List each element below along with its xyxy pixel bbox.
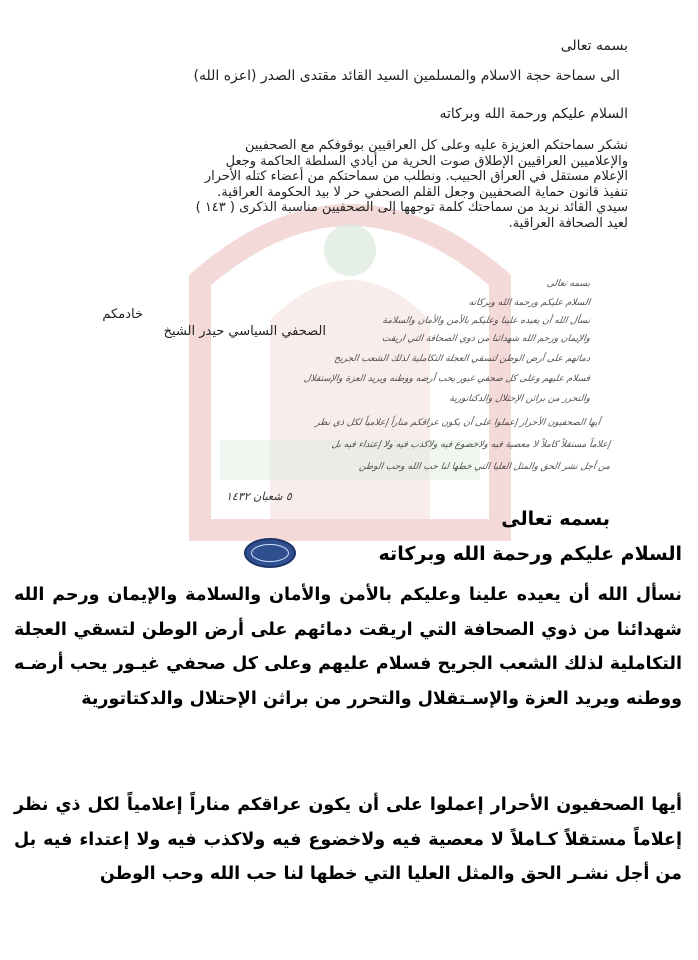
typed-body-line: والإعلاميين العراقيين الإطلاق صوت الحرية من أيادي السلطة الحاكمة وجعل — [225, 153, 628, 169]
hand-line: السلام عليكم ورحمة الله وبركاته — [468, 298, 591, 308]
typed-body-line: نشكر سماحتكم العزيزة عليه وعلى كل العراقيين بوقوفكم مع الصحفيين — [244, 138, 628, 153]
transcription-basmala: بسمه تعالى — [501, 508, 610, 530]
hand-line: والتحرر من براثن الإحتلال والدكتاتورية — [448, 394, 591, 404]
typed-addressee: الى سماحة حجة الاسلام والمسلمين السيد القائد مقتدى الصدر (اعزه الله) — [193, 68, 620, 84]
hand-line: فسلام عليهم وعلى كل صحفي غيور يحب أرضه ووطنه ويريد العزة والإستقلال — [303, 374, 591, 384]
transcription-greeting: السلام عليكم ورحمة الله وبركاته — [378, 543, 682, 565]
hand-line: نسأل الله أن يعيده علينا وعليكم بالأمن والأمان والسلامة — [381, 316, 591, 326]
hand-line: من أجل نشر الحق والمثل العليا التي خطها لنا حب الله وحب الوطن — [358, 462, 611, 472]
typed-body-line: تنفيذ قانون حماية الصحفيين وجعل القلم الصحفي حر لا بيد الحكومة العراقية. — [217, 184, 628, 200]
hand-line: دمائهم على أرض الوطن لتسقي العجلة التكاملية لذلك الشعب الجريح — [333, 354, 591, 364]
hand-line: أيها الصحفيون الأحرار إعملوا على أن يكون عراقكم مناراً إعلامياً لكل ذي نظر — [314, 418, 601, 428]
hand-line: إعلاماً مستقلاً كاملاً لا معصية فيه ولاخضوع فيه ولاكذب فيه ولا إعتداء فيه بل — [330, 440, 611, 450]
transcription-paragraph-1: نسأل الله أن يعيده علينا وعليكم بالأمن والأمان والسلامة والإيمان ورحم الله شهدائنا من ذوي الصحافة التي اريقت دمائهم على أرض الوطن لتسقي العجلة التكاملية لذلك الشعب الجريح فسلام عليهم وعلى كل صحفي غيـور يحب أرضـه ووطنه ويريد العزة والإسـتقلال والتحرر من براثن الإحتلال والدكتاتورية — [14, 585, 682, 709]
typed-basmala: بسمه تعالى — [560, 38, 628, 54]
typed-body-line: سيدي القائد نريد من سماحتك كلمة توجهها إلى الصحفيين مناسبة الذكرى ( ١٤٣ ) — [195, 200, 628, 215]
hand-line: والإيمان ورحم الله شهدائنا من ذوي الصحافة التي اريقت — [381, 334, 591, 344]
typed-body — [28, 138, 628, 231]
typed-greeting: السلام عليكم ورحمة الله وبركاته — [439, 106, 628, 122]
typed-body-line: لعيد الصحافة العراقية. — [508, 215, 628, 231]
hand-basmala: بسمه تعالى — [546, 279, 591, 289]
hand-date: ٥ شعبان ١٤٣٢ — [226, 490, 292, 503]
sign-name: الصحفي السياسي حيدر الشيخ — [163, 324, 326, 339]
typed-body-line: الإعلام مستقل في العراق الحبيب. ونطلب من سماحتكم من أعضاء كتله الأحرار — [204, 169, 628, 184]
transcription-paragraph-2: أيها الصحفيون الأحرار إعملوا على أن يكون عراقكم مناراً إعلامياً لكل ذي نظر إعلاماً مستقلاً كـاملاً لا معصية فيه ولاخضوع فيه ولاكذب فيه ولا إعتداء فيه بل من أجل نشـر الحق والمثل العليا التي خطها لنا حب الله وحب الوطن — [14, 795, 682, 884]
sign-title: خادمكم — [102, 307, 143, 322]
